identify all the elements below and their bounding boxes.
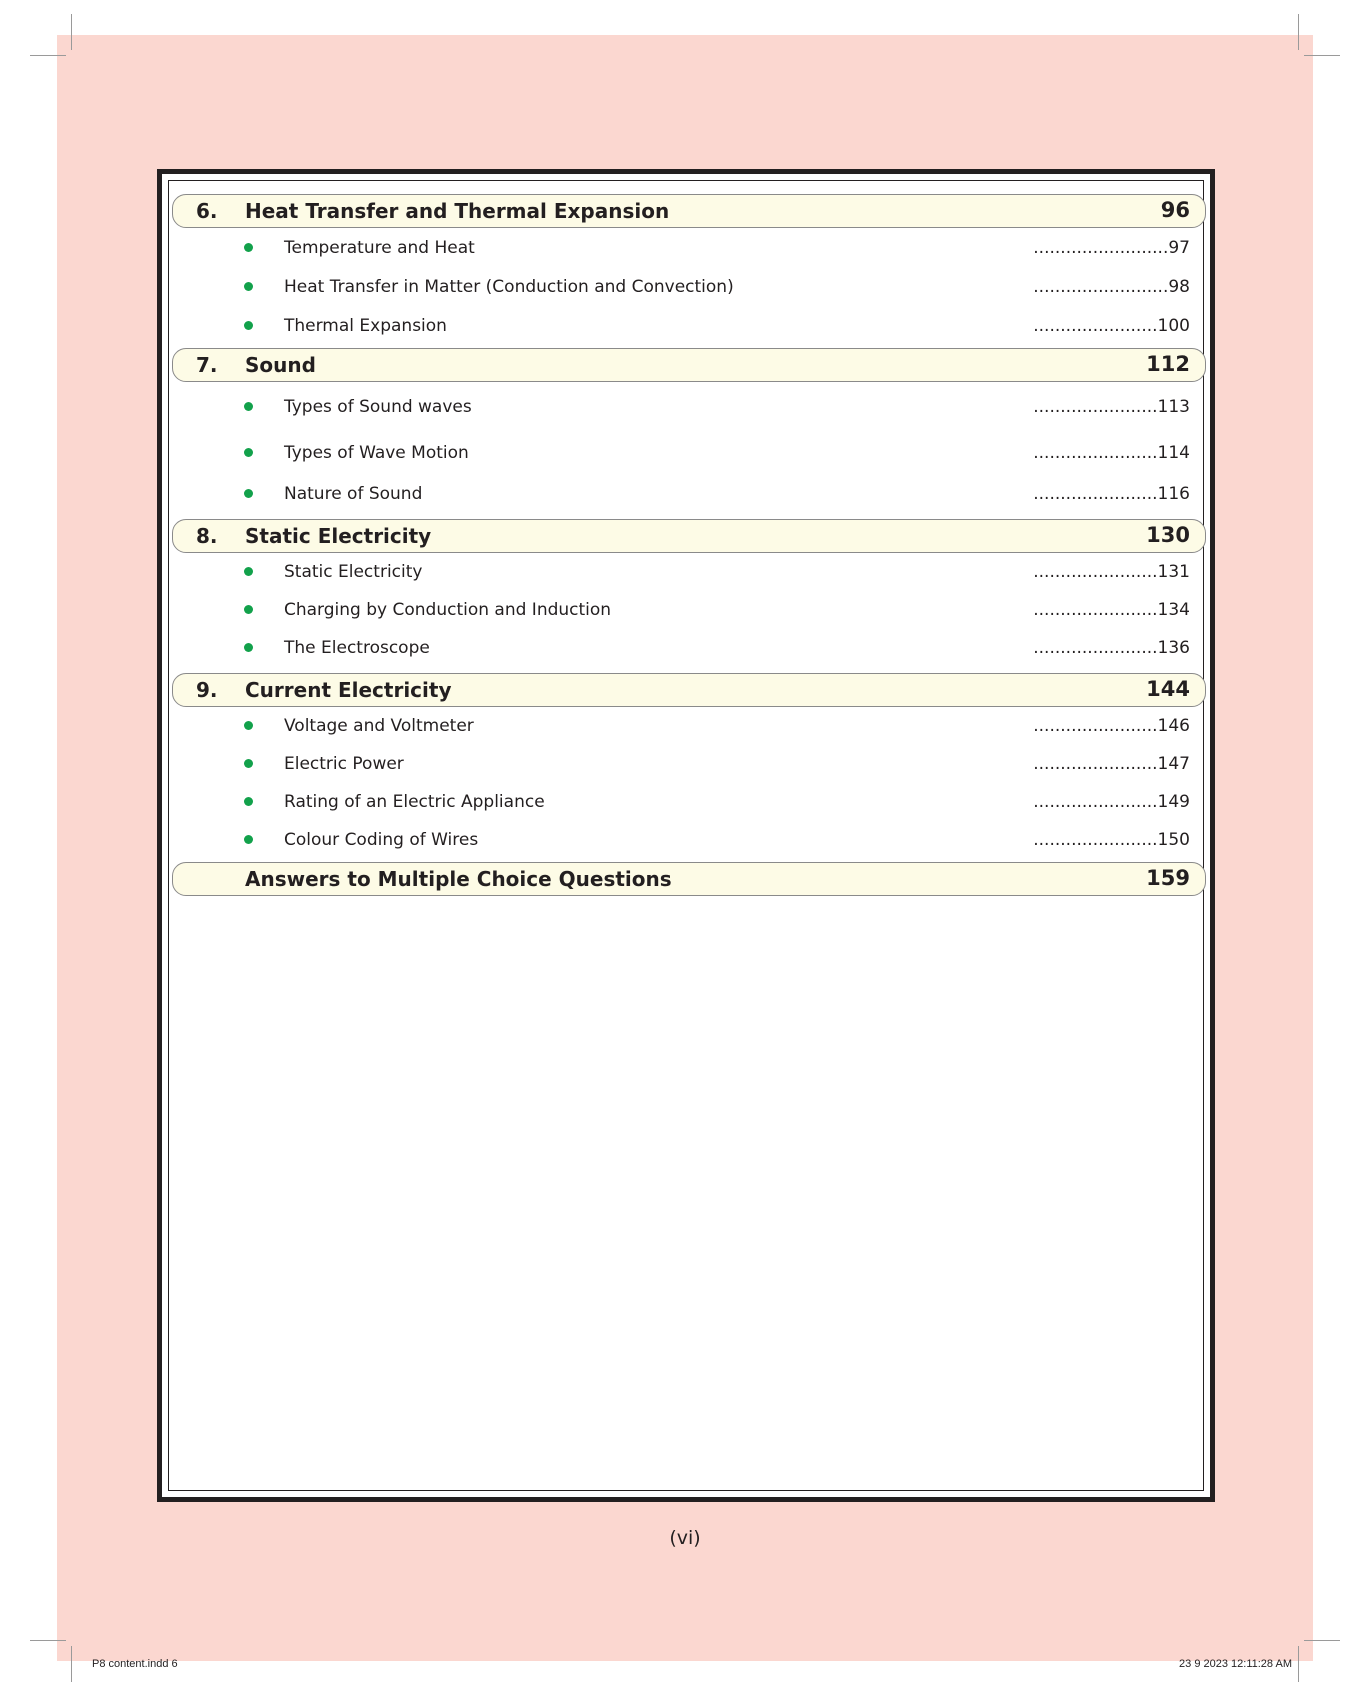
topic-page-number: .......................147 — [1033, 754, 1190, 774]
topic-entry[interactable] — [172, 228, 1206, 267]
topic-label: Voltage and Voltmeter — [284, 716, 474, 736]
topic-label: Static Electricity — [284, 562, 423, 582]
chapter-heading-9[interactable] — [172, 673, 1206, 707]
topic-label: The Electroscope — [284, 638, 430, 658]
topic-label: Types of Wave Motion — [284, 442, 469, 463]
page-folio: (vi) — [669, 1527, 701, 1549]
bullet-icon — [244, 489, 253, 498]
topic-label: Thermal Expansion — [284, 315, 447, 336]
topic-label: Types of Sound waves — [284, 397, 472, 417]
topic-page-number: .........................98 — [1033, 276, 1190, 297]
chapter-number: 9. — [196, 678, 218, 702]
bullet-icon — [244, 643, 253, 652]
chapter-page-number: 159 — [1146, 866, 1190, 890]
topic-label: Temperature and Heat — [284, 237, 475, 258]
crop-mark-bottom-left-horizontal — [30, 1640, 66, 1641]
topic-entry[interactable] — [172, 267, 1206, 306]
chapter-title: Static Electricity — [245, 524, 432, 548]
topic-label: Heat Transfer in Matter (Conduction and Convection) — [284, 276, 734, 297]
chapter-number: 7. — [196, 353, 218, 377]
topic-entry[interactable] — [172, 629, 1206, 667]
topic-page-number: .......................100 — [1033, 315, 1190, 336]
topic-entry[interactable] — [172, 432, 1206, 473]
topic-label: Electric Power — [284, 754, 404, 774]
topic-entry[interactable] — [172, 473, 1206, 514]
bullet-icon — [244, 721, 253, 730]
chapter-title: Sound — [245, 353, 316, 377]
topic-label: Charging by Conduction and Induction — [284, 600, 612, 620]
chapter-page-number: 130 — [1146, 523, 1190, 547]
crop-mark-top-right-vertical — [1298, 14, 1299, 50]
topic-label: Rating of an Electric Appliance — [284, 792, 545, 812]
chapter-number: 6. — [196, 199, 218, 223]
topic-page-number: .......................149 — [1033, 792, 1190, 812]
chapter-page-number: 144 — [1146, 677, 1190, 701]
topic-page-number: .......................146 — [1033, 716, 1190, 736]
crop-mark-bottom-left-vertical — [71, 1646, 72, 1682]
topic-label: Nature of Sound — [284, 483, 423, 504]
topic-entry[interactable] — [172, 306, 1206, 345]
topic-entry[interactable] — [172, 707, 1206, 745]
topic-entry[interactable] — [172, 745, 1206, 783]
bullet-icon — [244, 243, 253, 252]
bullet-icon — [244, 402, 253, 411]
contents-frame — [157, 169, 1215, 1502]
table-of-contents — [172, 194, 1206, 896]
chapter-title: Heat Transfer and Thermal Expansion — [245, 199, 670, 223]
chapter-page-number: 112 — [1146, 352, 1190, 376]
topic-page-number: .........................97 — [1033, 237, 1190, 258]
bullet-icon — [244, 759, 253, 768]
slug-timestamp: 23 9 2023 12:11:28 AM — [1179, 1658, 1292, 1670]
chapter-number: 8. — [196, 524, 218, 548]
topic-page-number: .......................114 — [1033, 442, 1190, 463]
topic-entry[interactable] — [172, 382, 1206, 432]
topic-page-number: .......................113 — [1033, 397, 1190, 417]
bullet-icon — [244, 835, 253, 844]
topic-page-number: .......................150 — [1033, 830, 1190, 850]
chapter-page-number: 96 — [1160, 198, 1190, 222]
crop-mark-bottom-right-horizontal — [1304, 1640, 1340, 1641]
bullet-icon — [244, 448, 253, 457]
crop-mark-top-left-vertical — [71, 14, 72, 50]
topic-page-number: .......................134 — [1033, 600, 1190, 620]
topic-page-number: .......................131 — [1033, 562, 1190, 582]
bullet-icon — [244, 321, 253, 330]
crop-mark-top-right-horizontal — [1304, 55, 1340, 56]
topic-label: Colour Coding of Wires — [284, 830, 479, 850]
bullet-icon — [244, 567, 253, 576]
chapter-title: Answers to Multiple Choice Questions — [245, 867, 672, 891]
chapter-heading-6[interactable] — [172, 194, 1206, 228]
chapter-heading-8[interactable] — [172, 519, 1206, 553]
bullet-icon — [244, 797, 253, 806]
topic-entry[interactable] — [172, 783, 1206, 821]
topic-page-number: .......................116 — [1033, 483, 1190, 504]
topic-entry[interactable] — [172, 553, 1206, 591]
chapter-heading-answers[interactable] — [172, 862, 1206, 896]
bullet-icon — [244, 605, 253, 614]
topic-entry[interactable] — [172, 591, 1206, 629]
crop-mark-top-left-horizontal — [30, 55, 66, 56]
chapter-heading-7[interactable] — [172, 348, 1206, 382]
chapter-title: Current Electricity — [245, 678, 452, 702]
topic-page-number: .......................136 — [1033, 638, 1190, 658]
slug-file-name: P8 content.indd 6 — [92, 1658, 178, 1670]
crop-mark-bottom-right-vertical — [1298, 1646, 1299, 1682]
bullet-icon — [244, 282, 253, 291]
topic-entry[interactable] — [172, 821, 1206, 859]
